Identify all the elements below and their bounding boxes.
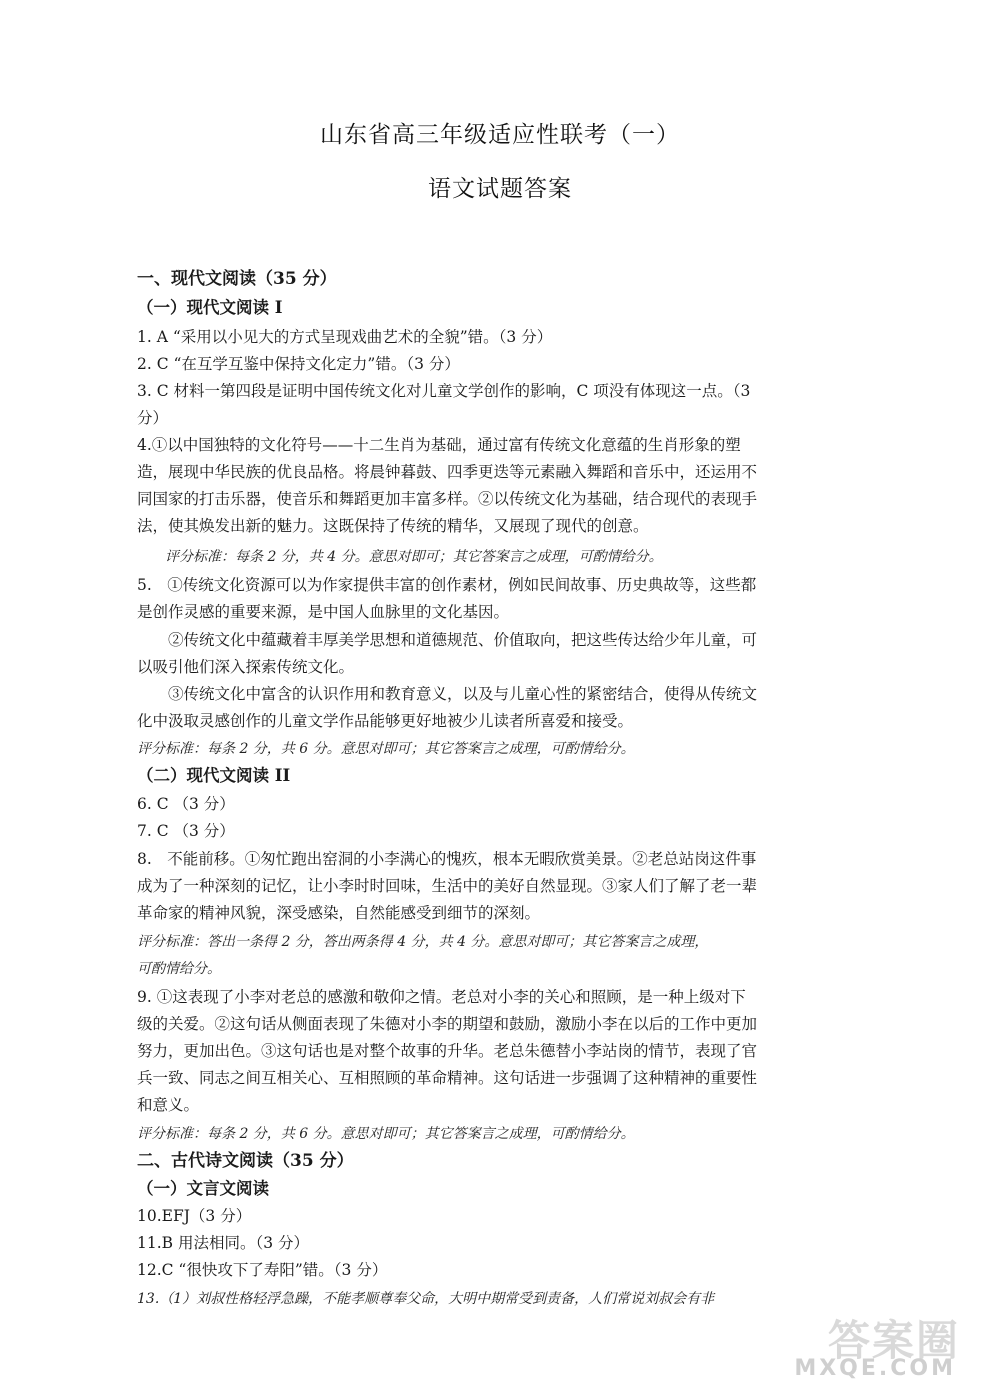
watermark-site: MXQE.COM (794, 1356, 956, 1381)
section-heading: 一、现代文阅读（35 分） (137, 269, 337, 289)
scoring-note: 评分标准：每条 2 分，共 6 分。意思对即可；其它答案言之成理，可酌情给分。 (137, 741, 635, 757)
scoring-note: 评分标准：答出一条得 2 分，答出两条得 4 分，共 4 分。意思对即可；其它答案言之成理， (137, 934, 709, 950)
document-title: 山东省高三年级适应性联考（一） (320, 122, 680, 148)
answer-line: 12.C “很快攻下了寿阳”错。（3 分） (137, 1261, 388, 1279)
answer-line: 4.①以中国独特的文化符号——十二生肖为基础，通过富有传统文化意蕴的生肖形象的塑 (137, 436, 741, 454)
answer-line: 兵一致、同志之间互相关心、互相照顾的革命精神。这句话进一步强调了这种精神的重要性 (137, 1069, 758, 1087)
answer-line: 6. C （3 分） (137, 795, 235, 813)
scoring-note: 可酌情给分。 (137, 961, 221, 977)
answer-line: 7. C （3 分） (137, 822, 235, 840)
answer-line: 成为了一种深刻的记忆，让小李时时回味，生活中的美好自然显现。③家人们了解了老一辈 (137, 877, 758, 895)
watermark-logo (520, 1308, 980, 1388)
subsection-heading: （一）现代文阅读 I (137, 298, 283, 317)
answer-line: 以吸引他们深入探索传统文化。 (137, 658, 355, 676)
answer-line: 3. C 材料一第四段是证明中国传统文化对儿童文学创作的影响，C 项没有体现这一点。（3 (137, 382, 751, 400)
answer-line: 10.EFJ（3 分） (137, 1207, 252, 1225)
answer-line: 1. A “采用以小见大的方式呈现戏曲艺术的全貌”错。（3 分） (137, 328, 553, 346)
subsection-heading: （一）文言文阅读 (137, 1179, 269, 1198)
answer-line: 8. 不能前移。①匆忙跑出窑洞的小李满心的愧疚，根本无暇欣赏美景。②老总站岗这件事 (137, 850, 757, 868)
answer-line: 革命家的精神风貌，深受感染，自然能感受到细节的深刻。 (137, 904, 541, 922)
document-subtitle: 语文试题答案 (428, 176, 572, 202)
answer-line: ③传统文化中富含的认识作用和教育意义，以及与儿童心性的紧密结合，使得从传统文 (137, 685, 758, 703)
answer-line: 分） (137, 409, 169, 427)
answer-line: 和意义。 (137, 1096, 200, 1114)
answer-line: 努力，更加出色。③这句话也是对整个故事的升华。老总朱德替小李站岗的情节，表现了官 (137, 1042, 758, 1060)
watermark-text: 答案圈 (827, 1316, 960, 1365)
answer-line: ②传统文化中蕴藏着丰厚美学思想和道德规范、价值取向，把这些传达给少年儿童，可 (137, 631, 758, 649)
answer-line: 13.（1）刘叔性格轻浮急躁，不能孝顺尊奉父命，大明中期常受到责备，人们常说刘叔会有非 (137, 1291, 715, 1307)
answer-line: 化中汲取灵感创作的儿童文学作品能够更好地被少儿读者所喜爱和接受。 (137, 712, 634, 730)
answer-line: 级的关爱。②这句话从侧面表现了朱德对小李的期望和鼓励，激励小李在以后的工作中更加 (137, 1015, 758, 1033)
subsection-heading: （二）现代文阅读 II (137, 766, 291, 785)
scoring-note: 评分标准：每条 2 分，共 4 分。意思对即可；其它答案言之成理，可酌情给分。 (137, 549, 663, 565)
answer-line: 2. C “在互学互鉴中保持文化定力”错。（3 分） (137, 355, 460, 373)
section-heading: 二、古代诗文阅读（35 分） (137, 1151, 354, 1171)
answer-line: 9. ①这表现了小李对老总的感激和敬仰之情。老总对小李的关心和照顾，是一种上级对下 (137, 988, 746, 1006)
answer-line: 法，使其焕发出新的魅力。这既保持了传统的精华，又展现了现代的创意。 (137, 517, 649, 535)
scoring-note: 评分标准：每条 2 分，共 6 分。意思对即可；其它答案言之成理，可酌情给分。 (137, 1126, 635, 1142)
answer-line: 造，展现中华民族的优良品格。将晨钟暮鼓、四季更迭等元素融入舞蹈和音乐中，还运用不 (137, 463, 758, 481)
answer-line: 5. ①传统文化资源可以为作家提供丰富的创作素材，例如民间故事、历史典故等，这些都 (137, 576, 757, 594)
answer-line: 是创作灵感的重要来源，是中国人血脉里的文化基因。 (137, 603, 510, 621)
answer-line: 11.B 用法相同。（3 分） (137, 1234, 310, 1252)
answer-line: 同国家的打击乐器，使音乐和舞蹈更加丰富多样。②以传统文化为基础，结合现代的表现手 (137, 490, 758, 508)
